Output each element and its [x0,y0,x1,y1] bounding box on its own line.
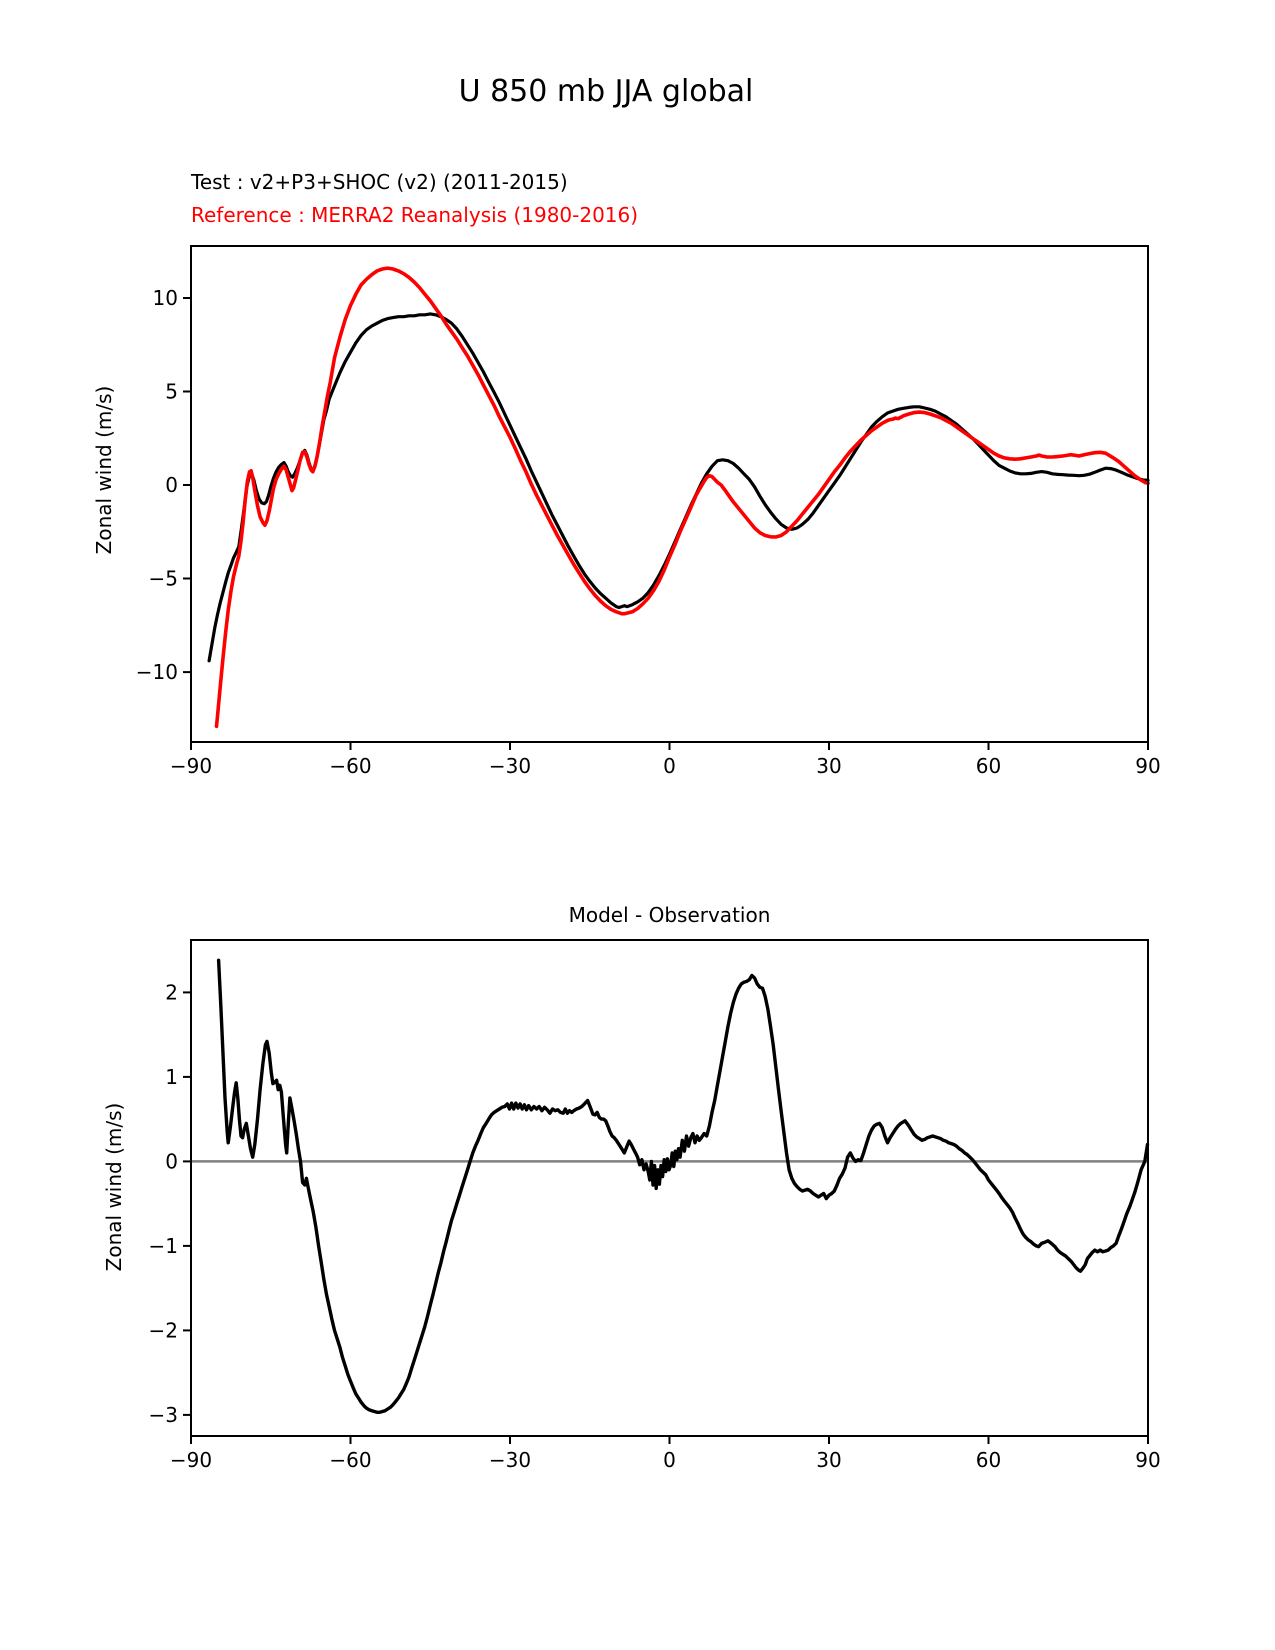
x-tick-label: 60 [975,1448,1002,1472]
x-tick-label: 0 [663,754,676,778]
page-title: U 850 mb JJA global [458,74,754,109]
bottom-y-axis-label: Zonal wind (m/s) [102,1102,126,1272]
x-tick-label: 30 [816,754,842,778]
difference-plot-title: Model - Observation [568,903,771,927]
x-tick-label: 90 [1135,754,1161,778]
model-series-line [209,314,1148,661]
subplot-0 [136,246,1161,778]
plot-border [191,940,1148,1436]
x-tick-label: −30 [488,754,532,778]
x-tick-label: 60 [975,754,1002,778]
y-tick-label: −5 [148,566,178,591]
y-tick-label: 10 [152,286,178,310]
plot-border [191,246,1148,742]
x-tick-label: −60 [329,1448,372,1472]
top-y-axis-label: Zonal wind (m/s) [92,385,116,555]
x-tick-label: −90 [169,754,213,778]
y-tick-label: −2 [148,1318,178,1343]
legend-reference-label: Reference : MERRA2 Reanalysis (1980-2016) [191,203,639,227]
subplot-1 [149,940,1161,1472]
y-tick-label: 0 [165,473,178,497]
y-tick-label: 5 [165,379,178,404]
x-tick-label: 0 [663,1448,676,1472]
y-tick-label: −3 [148,1402,178,1427]
obs-series-line [217,268,1149,726]
y-tick-label: 2 [165,980,178,1005]
x-tick-label: −60 [329,754,372,778]
x-tick-label: −90 [169,1448,213,1472]
diff-series-line [219,960,1148,1412]
legend [191,166,638,232]
x-tick-label: 90 [1135,1448,1161,1472]
y-tick-label: 1 [165,1064,178,1089]
y-tick-label: −10 [135,660,178,685]
x-tick-label: 30 [816,1448,842,1472]
x-tick-label: −30 [488,1448,532,1472]
y-tick-label: 0 [165,1149,178,1174]
y-tick-label: −1 [148,1233,178,1258]
legend-test-label: Test : v2+P3+SHOC (v2) (2011-2015) [191,170,568,194]
